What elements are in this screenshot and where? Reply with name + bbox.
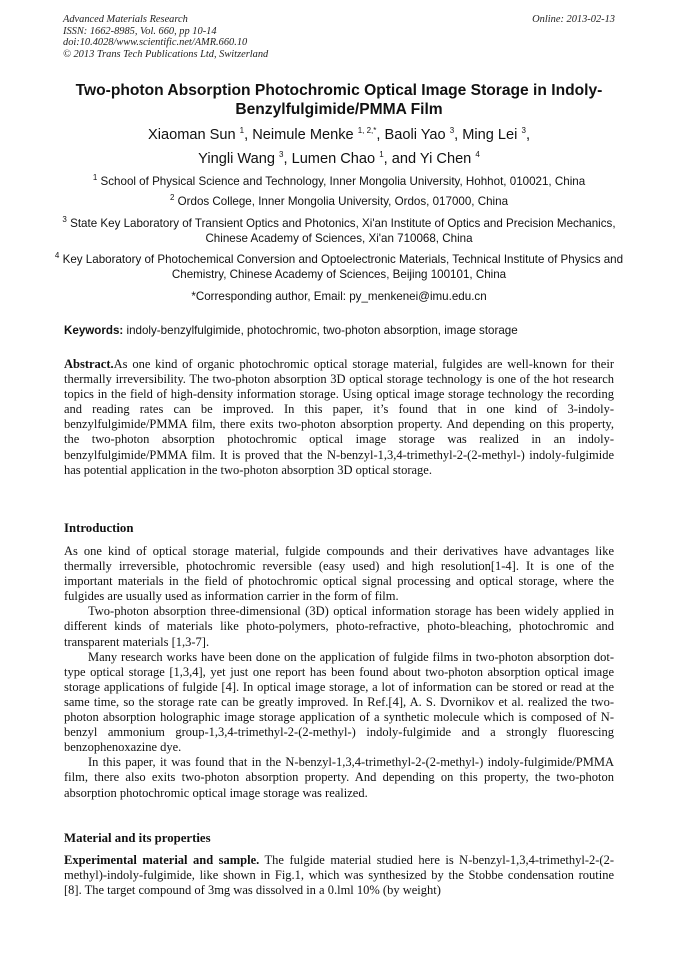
author-list	[40, 123, 638, 171]
author-name: Xiaoman Sun	[147, 127, 236, 143]
copyright-line: © 2013 Trans Tech Publications Ltd, Switzerland	[63, 48, 269, 60]
author-name: Ming Lei	[462, 127, 518, 143]
author-separator: ,	[283, 151, 292, 167]
affiliation-2	[52, 194, 626, 209]
affiliation-3	[52, 216, 626, 246]
keywords	[64, 323, 624, 338]
author-separator: , and	[383, 151, 420, 167]
issn-line: ISSN: 1662-8985, Vol. 660, pp 10-14	[63, 25, 217, 37]
author-name: Lumen Chao	[291, 151, 376, 167]
author-name: Neimule Menke	[252, 127, 354, 143]
affiliation-4	[52, 252, 626, 282]
author-affiliation-mark: 1	[379, 150, 384, 160]
author-line-1	[40, 123, 638, 147]
affiliation-mark: 2	[169, 193, 175, 203]
author-affiliation-mark: 4	[475, 150, 480, 160]
author-name: Yi Chen	[419, 151, 472, 167]
author-separator: ,	[244, 127, 253, 143]
paragraph: The fulgide material studied here is N-benzyl-1,3,4-trimethyl-2-(2-methyl)-indoly-fulgimide, like shown in Fig.1, which was synthesized by the Stobbe condensation routine [8]. The target compound of 3mg was dissolved in a 0.lml 10% (by weight)	[64, 853, 614, 898]
author-separator: ,	[454, 127, 463, 143]
introduction-body	[64, 544, 614, 801]
author-name: Yingli Wang	[198, 151, 275, 167]
section-heading-material: Material and its properties	[64, 831, 211, 845]
affiliation-text: Key Laboratory of Photochemical Conversion and Optoelectronic Materials, Technical Institute of Physics and Chemistry, Chinese Academy of Sciences, Beijing 100101, China	[62, 253, 624, 281]
affiliation-mark: 3	[62, 215, 67, 225]
affiliation-text: Ordos College, Inner Mongolia University, Ordos, 017000, China	[177, 195, 509, 208]
author-affiliation-mark: 3	[449, 126, 455, 136]
journal-header	[63, 14, 615, 60]
keywords-label: Keywords:	[64, 324, 124, 337]
author-affiliation-mark: 3	[279, 150, 284, 160]
affiliation-text: School of Physical Science and Technology, Inner Mongolia University, Hohhot, 010021, China	[100, 175, 586, 188]
journal-name: Advanced Materials Research	[63, 14, 188, 25]
author-separator: ,	[376, 127, 385, 143]
abstract-label: Abstract.	[64, 357, 114, 371]
paragraph: As one kind of optical storage material, fulgide compounds and their derivatives have advantages like thermally irreversible, photochromic reversible (easy used) and high resolution[1-4]. It is one of the important materials in the field of photochromic optical signal processing and optical storage, where the fulgides are usually used as information carrier in the form of film.	[64, 544, 614, 604]
paragraph: Many research works have been done on the application of fulgide films in two-photon absorption dot-type optical storage [1,3,4], yet just one report has been found about two-photon absorption optical image storage applications of fulgide [4]. In optical image storage, a lot of information can be stored or read at the same time, so the storage rate can be greatly improved. In Ref.[4], A. S. Dvornikov et al. realized the two-photon absorption holographic image storage application of a synthetic molecule which is composed of N-benzyl ammonium group-1,3,4-trimethyl-2-(2-methyl-) indoly-fulgimide and a strongly fluorescing benzophenoxazine dye.	[64, 649, 614, 755]
affiliation-mark: 4	[54, 251, 60, 261]
subsection-lead: Experimental material and sample.	[64, 853, 260, 867]
author-affiliation-mark: 3	[521, 126, 526, 136]
keywords-text: indoly-benzylfulgimide, photochromic, two-photon absorption, image storage	[126, 324, 518, 337]
author-name: Baoli Yao	[384, 127, 446, 143]
doi-line: doi:10.4028/www.scientific.net/AMR.660.10	[63, 37, 248, 49]
online-date: Online: 2013-02-13	[532, 14, 615, 25]
paper-title: Two-photon Absorption Photochromic Optical Image Storage in Indoly-Benzylfulgimide/PMMA Film	[75, 82, 603, 118]
affiliation-mark: 1	[92, 173, 98, 183]
corresponding-author: *Corresponding author, Email: py_menkenei@imu.edu.cn	[191, 290, 487, 303]
author-separator: ,	[525, 127, 530, 143]
affiliation-1	[52, 174, 626, 189]
author-affiliation-mark: 1, 2,*	[357, 126, 377, 136]
affiliation-text: State Key Laboratory of Transient Optics and Photonics, Xi'an Institute of Optics and Precision Mechanics, Chinese Academy of Sciences, Xi'an 710068, China	[70, 217, 616, 245]
section-heading-introduction: Introduction	[64, 521, 134, 535]
paragraph: In this paper, it was found that in the N-benzyl-1,3,4-trimethyl-2-(2-methyl-) indoly-fulgimide/PMMA film, there also exits two-photon absorption property. And depending on this property, the two-photon absorption photochromic optical image storage was realized.	[64, 755, 614, 800]
abstract	[64, 357, 614, 478]
author-affiliation-mark: 1	[239, 126, 245, 136]
material-body	[64, 853, 614, 898]
author-line-2	[40, 147, 638, 171]
paragraph: Two-photon absorption three-dimensional (3D) optical information storage has been widely applied in different kinds of materials like photo-polymers, photo-refractive, photo-bleaching, photochromic and transparent materials [1,3-7].	[64, 604, 614, 649]
abstract-text: As one kind of organic photochromic optical storage material, fulgides are well-known for their thermally irreversibility. The two-photon absorption 3D optical storage technology is one of the hot research topics in the field of high-density information storage. Using optical image storage technology the recording and reading rates can be improved. In this paper, it’s found that in one kind of 3-indoly-benzylfulgimide/PMMA film, there exits two-photon absorption property. And depending on this property, the two-photon absorption photochromic optical image storage was realized in an indoly-benzylfulgimide/PMMA film. It is proved that the N-benzyl-1,3,4-trimethyl-2-(2-methyl-) indoly-fulgimide has potential application in the two-photon absorption 3D optical storage.	[64, 357, 614, 477]
